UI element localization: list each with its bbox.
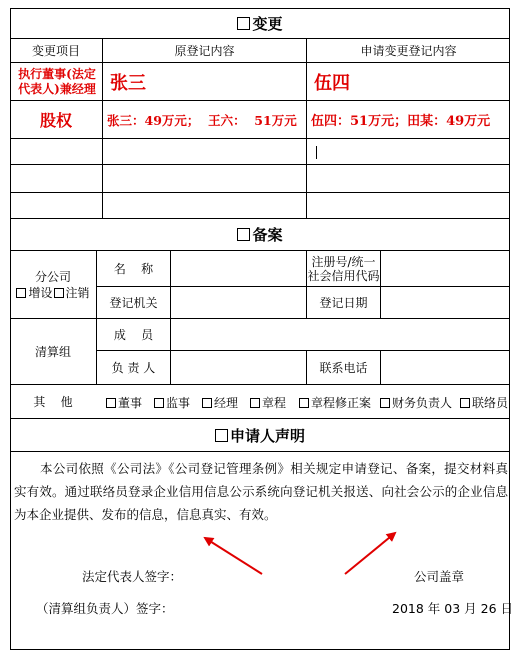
option-liaison[interactable]: 联络员 <box>460 394 508 411</box>
sign-date: 2018 年 03 月 26 日 <box>392 601 513 616</box>
liquidation-label: 清算组 <box>34 345 71 359</box>
members-label: 成 员 <box>113 328 154 342</box>
phone-label: 联系电话 <box>319 361 368 375</box>
change-item-1: 执行董事(法定代表人)兼经理 <box>18 66 96 96</box>
option-supervisor[interactable]: 监事 <box>154 394 190 411</box>
original-content-1: 张三 <box>110 72 146 94</box>
option-articles-amendment[interactable]: 章程修正案 <box>299 394 371 411</box>
section-declaration-title: 申请人声明 <box>10 419 510 451</box>
reg-authority-label: 登记机关 <box>109 296 158 310</box>
section-filing-title: 备案 <box>10 219 510 250</box>
option-director[interactable]: 董事 <box>106 394 142 411</box>
change-item-2: 股权 <box>39 111 72 130</box>
section-change-title: 变更 <box>10 9 510 38</box>
option-manager[interactable]: 经理 <box>202 394 238 411</box>
col-header-original: 原登记内容 <box>174 44 235 58</box>
original-content-2: 张三：49万元； 王六： 51万元 <box>107 112 297 128</box>
reg-no-label: 注册号/统一社会信用代码 <box>307 254 380 283</box>
declaration-text: 本公司依照《公司法》《公司登记管理条例》相关规定申请登记、备案，提交材料真实有效。通过联络员登录企业信用信息公示系统向登记机关报送、向社会公示的企业信息为本企业提供、发布的信息，信息真实、有效。 <box>14 461 508 522</box>
new-content-2[interactable]: 伍四：51万元；田某：49万元 <box>311 114 491 129</box>
branch-cell: 分公司 增设 注销 <box>10 251 96 318</box>
col-header-new: 申请变更登记内容 <box>360 44 457 58</box>
legal-rep-sign-label: 法定代表人签字： <box>82 569 183 584</box>
col-header-item: 变更项目 <box>31 44 80 58</box>
new-content-1[interactable]: 伍四 <box>314 72 350 94</box>
other-label: 其 他 <box>33 395 73 409</box>
company-seal-label: 公司盖章 <box>414 569 465 584</box>
option-finance-officer[interactable]: 财务负责人 <box>380 394 452 411</box>
arrow-right <box>345 533 395 574</box>
liquidation-sign-label: （清算组负责人）签字： <box>36 601 174 616</box>
reg-date-label: 登记日期 <box>319 296 368 310</box>
arrow-left <box>205 538 262 574</box>
option-articles[interactable]: 章程 <box>250 394 286 411</box>
leader-label: 负 责 人 <box>111 361 156 375</box>
name-label: 名 称 <box>113 262 154 276</box>
